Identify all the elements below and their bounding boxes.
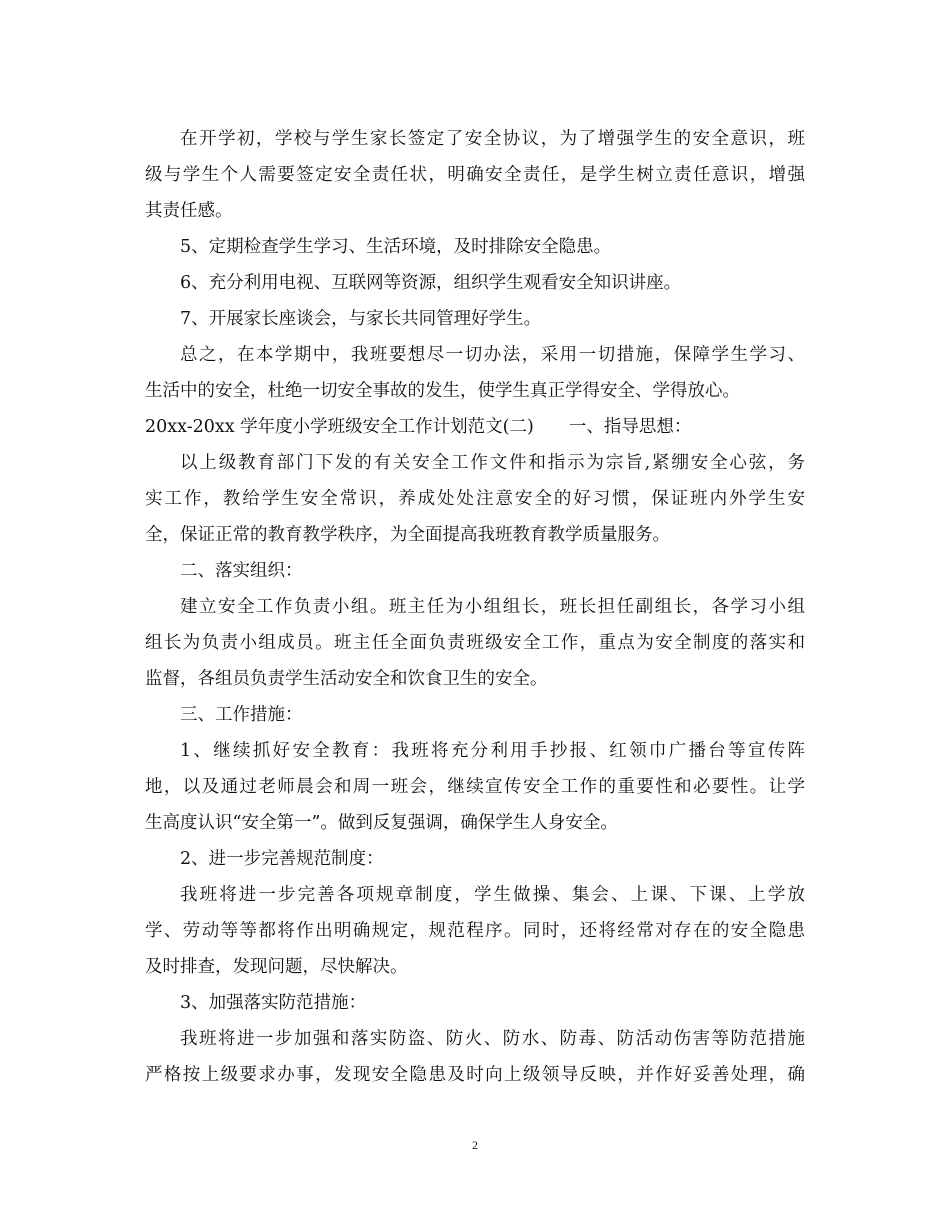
subsection-heading: 3、加强落实防范措施： (180, 993, 367, 1013)
paragraph-line: 组长为负责小组成员。班主任全面负责班级安全工作，重点为安全制度的落实和 (145, 633, 805, 653)
paragraph-line: 在开学初，学校与学生家长签定了安全协议，为了增强学生的安全意识，班 (180, 129, 805, 149)
paragraph-line: 生活中的安全，杜绝一切安全事故的发生，使学生真正学得安全、学得放心。 (145, 381, 740, 401)
paragraph-line: 1、继续抓好安全教育：我班将充分利用手抄报、红领巾广播台等宣传阵 (180, 741, 805, 761)
paragraph-line: 生高度认识“安全第一”。做到反复强调，确保学生人身安全。 (145, 813, 618, 833)
paragraph-line: 地，以及通过老师晨会和周一班会，继续宣传安全工作的重要性和必要性。让学 (145, 777, 805, 797)
paragraph-line: 建立安全工作负责小组。班主任为小组组长，班长担任副组长，各学习小组 (180, 597, 805, 617)
paragraph-line: 及时排查，发现问题，尽快解决。 (145, 957, 408, 977)
paragraph-line: 我班将进一步完善各项规章制度，学生做操、集会、上课、下课、上学放 (180, 885, 805, 905)
list-item: 6、充分利用电视、互联网等资源，组织学生观看安全知识讲座。 (180, 273, 682, 293)
section-heading: 二、落实组织： (180, 561, 303, 581)
page-number: 2 (472, 1138, 478, 1152)
paragraph-line: 以上级教育部门下发的有关安全工作文件和指示为宗旨,紧绷安全心弦，务 (180, 453, 805, 473)
list-item: 7、开展家长座谈会，与家长共同管理好学生。 (180, 309, 542, 329)
list-item: 5、定期检查学生学习、生活环境，及时排除安全隐患。 (180, 237, 612, 257)
paragraph-line: 学、劳动等等都将作出明确规定，规范程序。同时，还将经常对存在的安全隐患 (145, 921, 805, 941)
paragraph-line: 全，保证正常的教育教学秩序，为全面提高我班教育教学质量服务。 (145, 525, 670, 545)
paragraph-line: 严格按上级要求办事，发现安全隐患及时向上级领导反映，并作好妥善处理，确 (145, 1065, 805, 1085)
paragraph-line: 级与学生个人需要签定安全责任状，明确安全责任，是学生树立责任意识，增强 (145, 165, 805, 185)
paragraph-line: 监督，各组员负责学生活动安全和饮食卫生的安全。 (145, 669, 548, 689)
section-heading: 三、工作措施： (180, 705, 303, 725)
paragraph-line: 实工作，教给学生安全常识，养成处处注意安全的好习惯，保证班内外学生安 (145, 489, 805, 509)
subsection-heading: 2、进一步完善规范制度： (180, 849, 384, 869)
section-title: 20xx-20xx 学年度小学班级安全工作计划范文(二) 一、指导思想： (145, 417, 692, 437)
paragraph-line: 总之，在本学期中，我班要想尽一切办法，采用一切措施，保障学生学习、 (180, 345, 805, 365)
paragraph-line: 我班将进一步加强和落实防盗、防火、防水、防毒、防活动伤害等防范措施 (180, 1029, 805, 1049)
paragraph-line: 其责任感。 (145, 201, 233, 221)
